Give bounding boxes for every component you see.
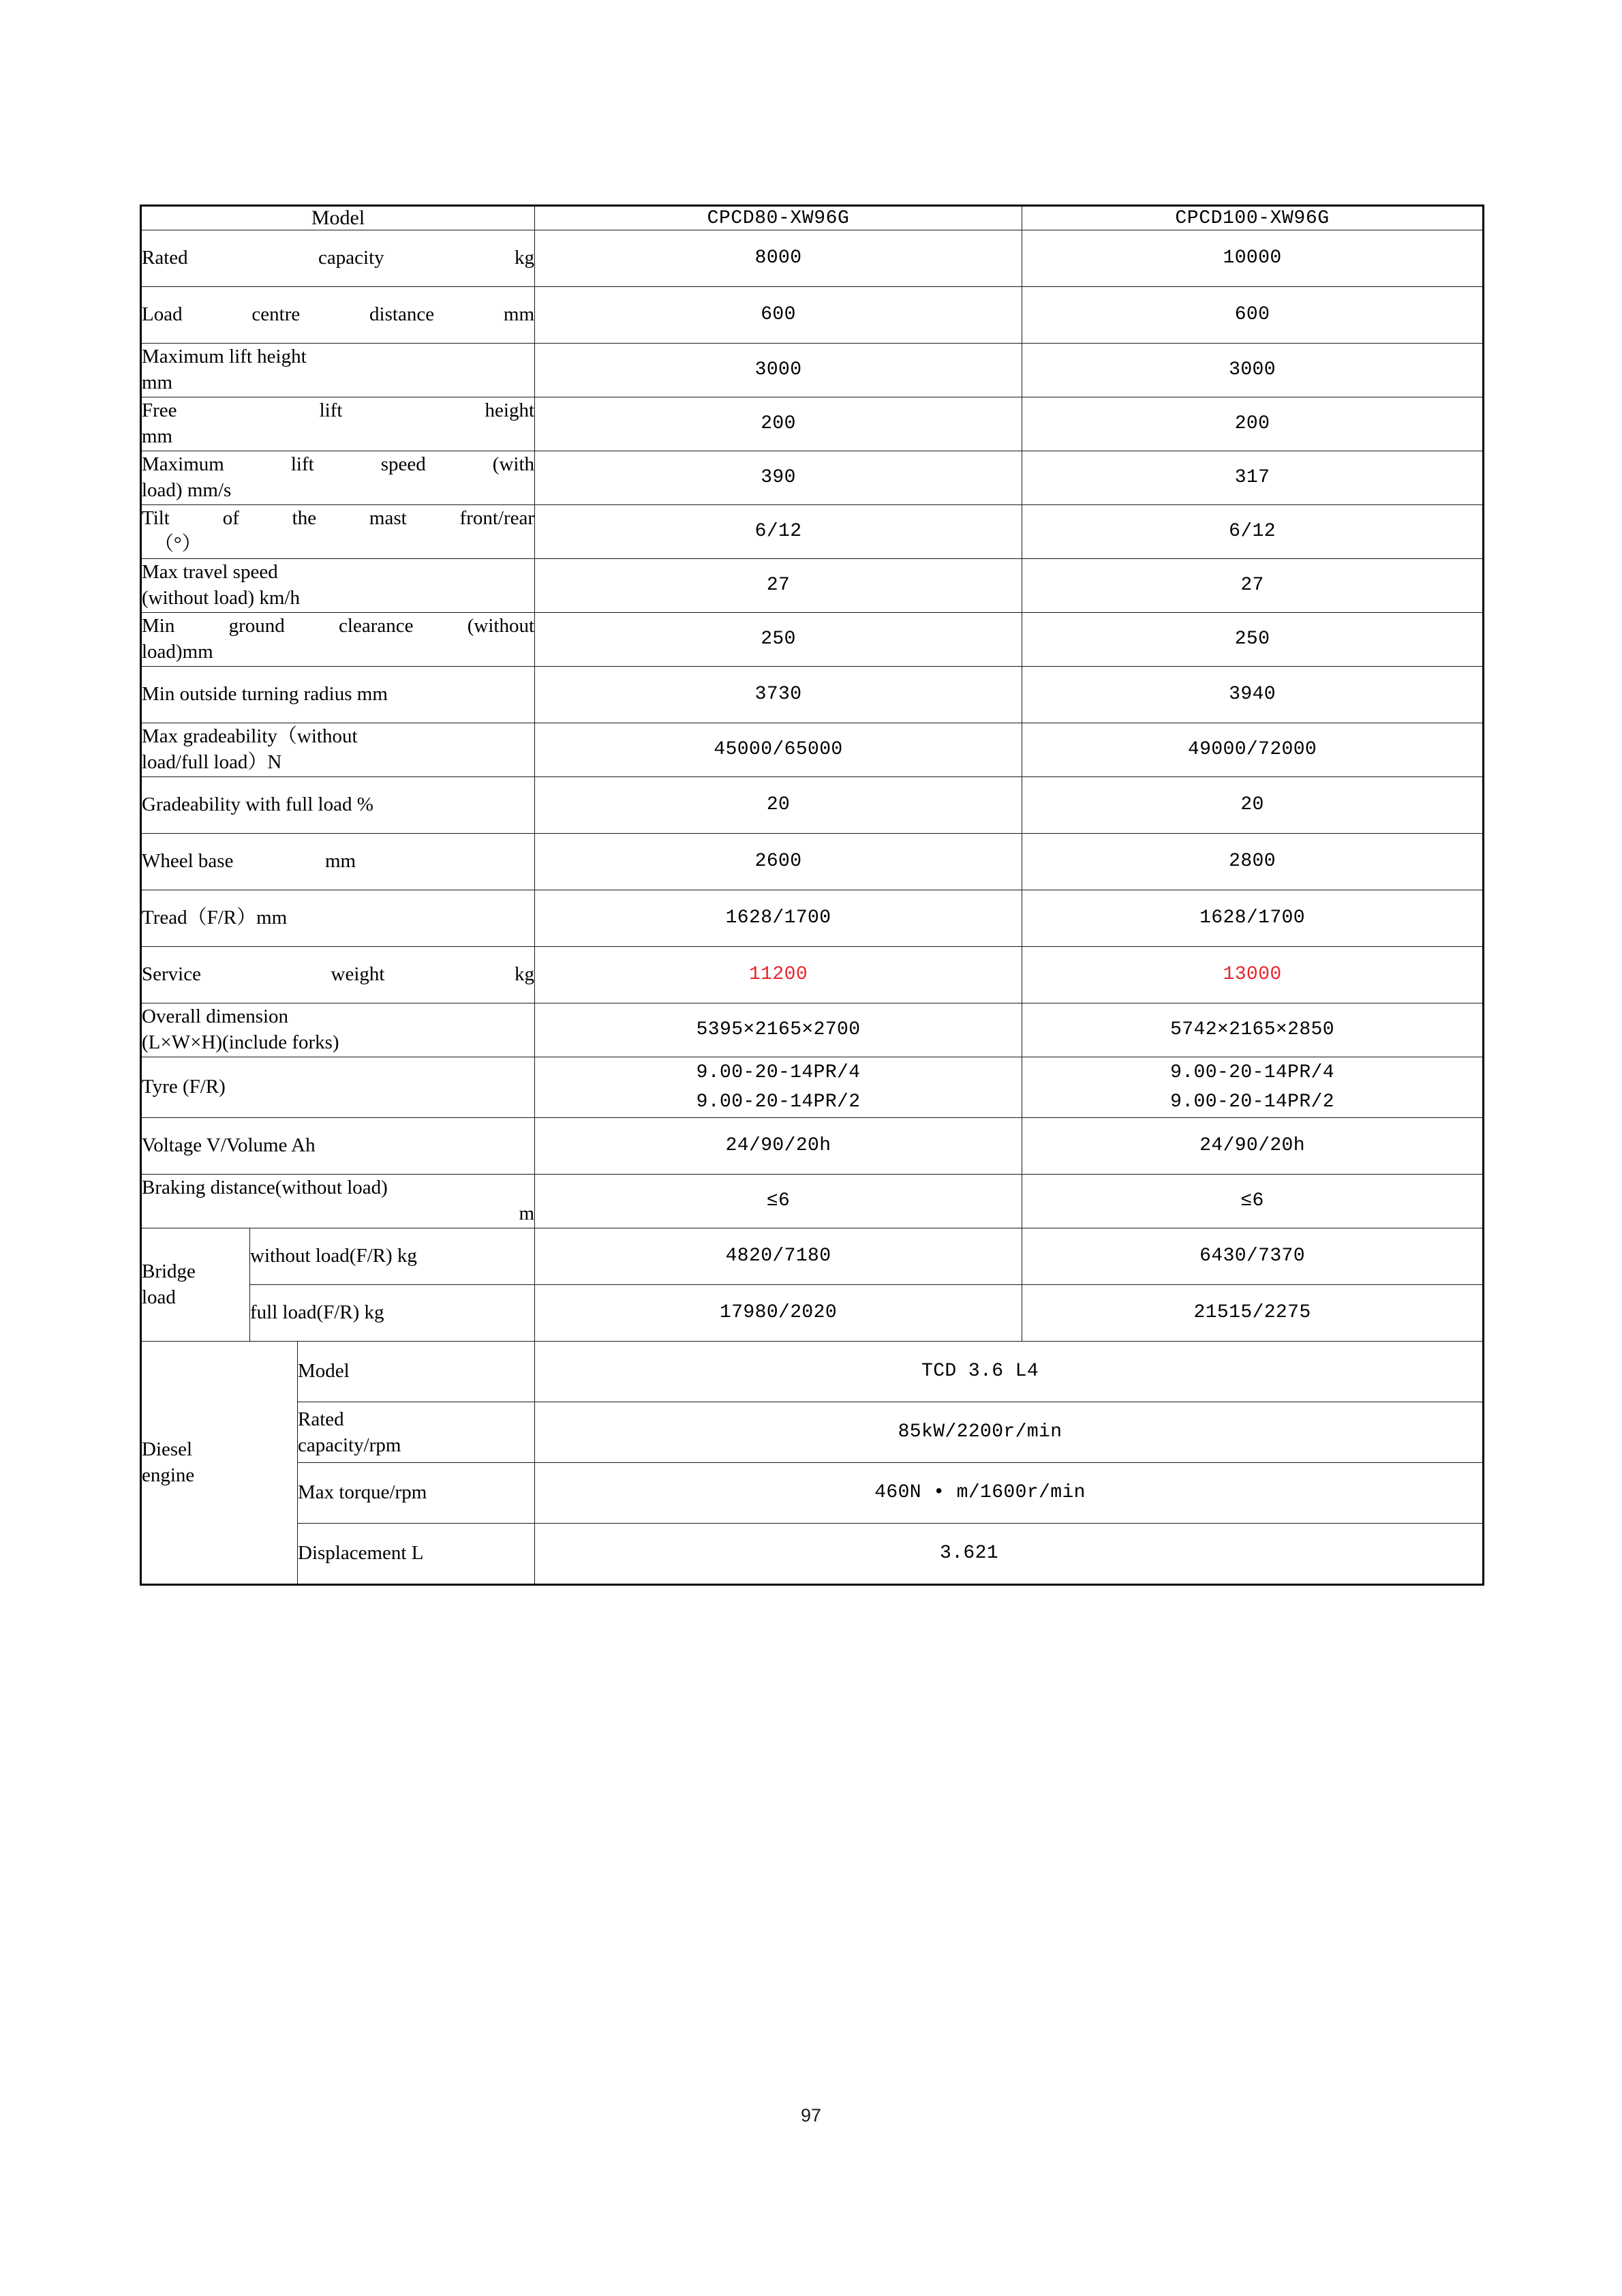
table-row [141, 947, 1484, 1003]
cell-wheel-base-cpcd80: 2600 [535, 834, 1022, 890]
table-row [141, 1402, 1484, 1463]
row-label-max-gradeability: Max gradeability（without load/full load）N [141, 723, 535, 777]
table-row [141, 451, 1484, 505]
table-row [141, 723, 1484, 777]
cell-tyre-cpcd80: 9.00-20-14PR/4 9.00-20-14PR/2 [535, 1057, 1022, 1118]
row-label-min-outside-turning-radius: Min outside turning radius mm [141, 667, 535, 723]
table-row [141, 1057, 1484, 1118]
header-model-cpcd100: CPCD100-XW96G [1022, 206, 1484, 230]
row-label-min-ground-clearance: Min ground clearance (without load)mm [141, 613, 535, 667]
table-row [141, 890, 1484, 947]
row-label-bridge-load-full-load: full load(F/R) kg [250, 1285, 535, 1342]
table-row [141, 1118, 1484, 1175]
cell-max-travel-speed-cpcd100: 27 [1022, 559, 1484, 613]
cell-bridge-load-full-load-cpcd80: 17980/2020 [535, 1285, 1022, 1342]
cell-bridge-load-full-load-cpcd100: 21515/2275 [1022, 1285, 1484, 1342]
cell-min-outside-turning-radius-cpcd80: 3730 [535, 667, 1022, 723]
header-model-cpcd80: CPCD80-XW96G [535, 206, 1022, 230]
group-label-diesel-engine: Diesel engine [141, 1342, 298, 1585]
cell-wheel-base-cpcd100: 2800 [1022, 834, 1484, 890]
table-row [141, 613, 1484, 667]
cell-maximum-lift-speed-cpcd100: 317 [1022, 451, 1484, 505]
row-label-diesel-model: Model [298, 1342, 535, 1402]
row-label-gradeability-full-load: Gradeability with full load % [141, 777, 535, 834]
cell-braking-distance-cpcd100: ≤6 [1022, 1175, 1484, 1228]
table-row [141, 344, 1484, 397]
table-row [141, 287, 1484, 344]
table-row [141, 559, 1484, 613]
cell-service-weight-cpcd80: 11200 [535, 947, 1022, 1003]
row-label-tilt-of-mast: Tilt of the mast front/rear （°） [141, 505, 535, 559]
cell-diesel-displacement-value: 3.621 [535, 1524, 1484, 1585]
table-row [141, 1285, 1484, 1342]
table-row [141, 834, 1484, 890]
group-label-bridge-load: Bridge load [141, 1228, 250, 1342]
cell-bridge-load-without-load-cpcd80: 4820/7180 [535, 1228, 1022, 1285]
cell-diesel-model-value: TCD 3.6 L4 [535, 1342, 1484, 1402]
cell-tread-cpcd100: 1628/1700 [1022, 890, 1484, 947]
cell-free-lift-height-cpcd80: 200 [535, 397, 1022, 451]
table-row [141, 777, 1484, 834]
cell-diesel-max-torque-value: 460N • m/1600r/min [535, 1463, 1484, 1524]
row-label-braking-distance: Braking distance(without load) m [141, 1175, 535, 1228]
cell-max-travel-speed-cpcd80: 27 [535, 559, 1022, 613]
cell-tread-cpcd80: 1628/1700 [535, 890, 1022, 947]
cell-rated-capacity-cpcd80: 8000 [535, 230, 1022, 287]
row-label-bridge-load-without-load: without load(F/R) kg [250, 1228, 535, 1285]
cell-maximum-lift-speed-cpcd80: 390 [535, 451, 1022, 505]
row-label-wheel-base: Wheel base mm [141, 834, 535, 890]
row-label-free-lift-height: Free lift height mm [141, 397, 535, 451]
row-label-load-centre-distance: Load centre distance mm [141, 287, 535, 344]
row-label-service-weight: Service weight kg [141, 947, 535, 1003]
cell-diesel-rated-capacity-value: 85kW/2200r/min [535, 1402, 1484, 1463]
row-label-voltage-volume: Voltage V/Volume Ah [141, 1118, 535, 1175]
cell-braking-distance-cpcd80: ≤6 [535, 1175, 1022, 1228]
table-row [141, 230, 1484, 287]
cell-voltage-volume-cpcd80: 24/90/20h [535, 1118, 1022, 1175]
cell-load-centre-distance-cpcd80: 600 [535, 287, 1022, 344]
table-row [141, 1003, 1484, 1057]
table-header-row [141, 206, 1484, 230]
header-label-model: Model [141, 206, 535, 230]
cell-tilt-of-mast-cpcd100: 6/12 [1022, 505, 1484, 559]
table-row [141, 397, 1484, 451]
cell-max-gradeability-cpcd80: 45000/65000 [535, 723, 1022, 777]
specification-table [140, 205, 1484, 1586]
cell-tilt-of-mast-cpcd80: 6/12 [535, 505, 1022, 559]
table-row [141, 1463, 1484, 1524]
page-number: 97 [800, 2105, 822, 2126]
table-row [141, 1228, 1484, 1285]
table-row [141, 667, 1484, 723]
row-label-diesel-max-torque: Max torque/rpm [298, 1463, 535, 1524]
table-row [141, 1524, 1484, 1585]
row-label-tread: Tread（F/R）mm [141, 890, 535, 947]
row-label-diesel-displacement: Displacement L [298, 1524, 535, 1585]
cell-maximum-lift-height-cpcd100: 3000 [1022, 344, 1484, 397]
cell-bridge-load-without-load-cpcd100: 6430/7370 [1022, 1228, 1484, 1285]
cell-voltage-volume-cpcd100: 24/90/20h [1022, 1118, 1484, 1175]
cell-min-ground-clearance-cpcd80: 250 [535, 613, 1022, 667]
row-label-maximum-lift-speed: Maximum lift speed (with load) mm/s [141, 451, 535, 505]
cell-maximum-lift-height-cpcd80: 3000 [535, 344, 1022, 397]
row-label-maximum-lift-height: Maximum lift height mm [141, 344, 535, 397]
cell-overall-dimension-cpcd100: 5742×2165×2850 [1022, 1003, 1484, 1057]
table-row [141, 1175, 1484, 1228]
cell-gradeability-full-load-cpcd80: 20 [535, 777, 1022, 834]
cell-service-weight-cpcd100: 13000 [1022, 947, 1484, 1003]
cell-rated-capacity-cpcd100: 10000 [1022, 230, 1484, 287]
cell-gradeability-full-load-cpcd100: 20 [1022, 777, 1484, 834]
table-row [141, 1342, 1484, 1402]
row-label-diesel-rated-capacity: Rated capacity/rpm [298, 1402, 535, 1463]
row-label-max-travel-speed: Max travel speed (without load) km/h [141, 559, 535, 613]
cell-tyre-cpcd100: 9.00-20-14PR/4 9.00-20-14PR/2 [1022, 1057, 1484, 1118]
cell-max-gradeability-cpcd100: 49000/72000 [1022, 723, 1484, 777]
cell-min-outside-turning-radius-cpcd100: 3940 [1022, 667, 1484, 723]
cell-overall-dimension-cpcd80: 5395×2165×2700 [535, 1003, 1022, 1057]
cell-free-lift-height-cpcd100: 200 [1022, 397, 1484, 451]
row-label-overall-dimension: Overall dimension (L×W×H)(include forks) [141, 1003, 535, 1057]
row-label-tyre: Tyre (F/R) [141, 1057, 535, 1118]
table-row [141, 505, 1484, 559]
row-label-rated-capacity: Rated capacity kg [141, 230, 535, 287]
cell-load-centre-distance-cpcd100: 600 [1022, 287, 1484, 344]
cell-min-ground-clearance-cpcd100: 250 [1022, 613, 1484, 667]
